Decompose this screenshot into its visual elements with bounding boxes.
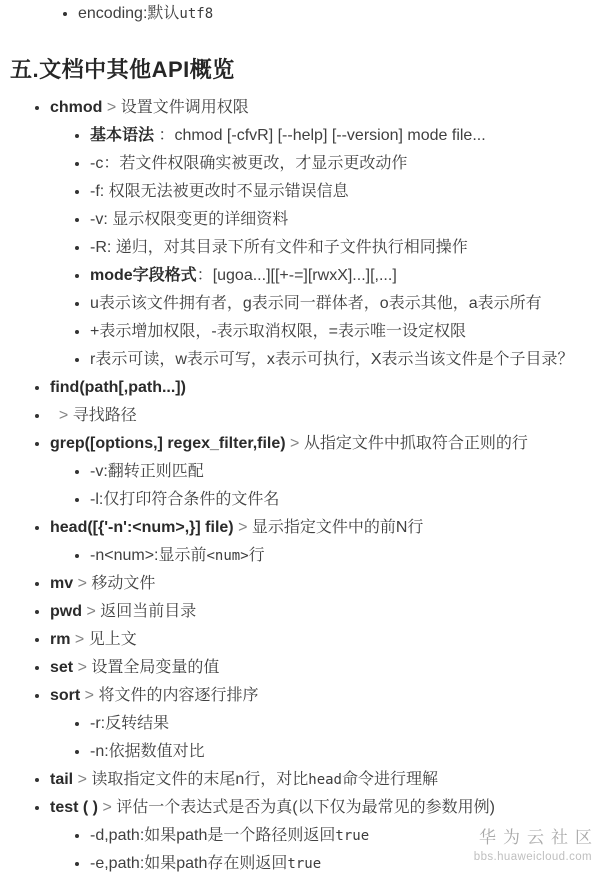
term: head([{'-n':<num>,}] file) bbox=[50, 519, 234, 536]
separator: > bbox=[70, 631, 89, 648]
description-text: 评估一个表达式是否为真(以下仅为最常见的参数用例) bbox=[116, 799, 495, 816]
term: sort bbox=[50, 687, 81, 704]
list-item bbox=[50, 430, 594, 514]
separator: > bbox=[73, 659, 92, 676]
watermark-url: bbs.huaweicloud.com bbox=[473, 851, 592, 863]
list-item bbox=[90, 122, 594, 150]
description-text: r表示可读，w表示可写，x表示可执行，X表示当该文件是个子目录？ bbox=[90, 351, 574, 368]
list-item bbox=[50, 514, 594, 570]
description-text: 显示指定文件中的前N行 bbox=[251, 519, 424, 536]
description-text: -d,path:如果path是一个路径则返回 bbox=[90, 827, 336, 844]
list-item bbox=[90, 542, 594, 570]
description-text: 设置全局变量的值 bbox=[91, 659, 220, 676]
list-item bbox=[50, 94, 594, 374]
term: mode字段格式 bbox=[90, 267, 197, 284]
description-text: -f: 权限无法被更改时不显示错误信息 bbox=[90, 183, 349, 200]
list-item bbox=[90, 234, 594, 262]
term: chmod bbox=[50, 99, 103, 116]
list-item bbox=[50, 570, 594, 598]
list-item bbox=[90, 822, 594, 850]
list-item bbox=[90, 458, 594, 486]
separator: > bbox=[102, 99, 121, 116]
description-text: 命令进行理解 bbox=[341, 771, 438, 788]
description-text: 设置文件调用权限 bbox=[120, 99, 249, 116]
watermark-title: 华为云社区 bbox=[479, 828, 599, 847]
inline-code: <num> bbox=[206, 548, 249, 564]
list-item bbox=[50, 766, 594, 794]
term: grep([options,] regex_filter,file) bbox=[50, 435, 286, 452]
sub-list bbox=[50, 822, 594, 875]
description-text: 读取指定文件的末尾n行，对比 bbox=[91, 771, 309, 788]
list-item bbox=[90, 738, 594, 766]
description-text: 返回当前目录 bbox=[100, 603, 197, 620]
list-item bbox=[78, 0, 594, 28]
description-text: 见上文 bbox=[88, 631, 137, 648]
description-text: -n<num>:显示前 bbox=[90, 547, 207, 564]
section-heading: 五.文档中其他API概览 bbox=[10, 57, 235, 82]
term: tail bbox=[50, 771, 74, 788]
separator: > bbox=[73, 771, 92, 788]
description-text: -e,path:如果path存在则返回 bbox=[90, 855, 288, 872]
description-text: ：chmod [-cfvR] [--help] [--version] mode file... bbox=[158, 127, 486, 144]
inline-code: head bbox=[308, 772, 342, 788]
list-item bbox=[90, 346, 594, 374]
inline-code: true bbox=[335, 828, 370, 844]
list-item bbox=[90, 710, 594, 738]
sub-list bbox=[50, 710, 594, 766]
separator: > bbox=[233, 519, 252, 536]
description-text: -v: 显示权限变更的详细资料 bbox=[90, 211, 289, 228]
term: rm bbox=[50, 631, 71, 648]
separator: > bbox=[285, 435, 304, 452]
term: mv bbox=[50, 575, 74, 592]
description-text: -R: 递归，对其目录下所有文件和子文件执行相同操作 bbox=[90, 239, 468, 256]
term: find(path[,path...]) bbox=[50, 379, 186, 396]
description-text: 寻找路径 bbox=[72, 407, 137, 424]
description-text: encoding:默认 bbox=[78, 5, 180, 22]
list-item bbox=[50, 654, 594, 682]
description-text: 行 bbox=[248, 547, 265, 564]
list-item bbox=[90, 206, 594, 234]
list-item bbox=[50, 598, 594, 626]
inline-code: true bbox=[287, 856, 322, 872]
description-text: ：[ugoa...][[+-=][rwxX]...][,...] bbox=[196, 267, 397, 284]
term: 基本语法 bbox=[90, 127, 159, 144]
description-text: -c：若文件权限确实被更改，才显示更改动作 bbox=[90, 155, 408, 172]
list-item bbox=[90, 262, 594, 290]
list-item bbox=[90, 150, 594, 178]
term: test ( ) bbox=[50, 799, 103, 816]
term: set bbox=[50, 659, 74, 676]
list-item bbox=[50, 402, 594, 430]
description-text: -l:仅打印符合条件的文件名 bbox=[90, 491, 280, 508]
separator: > bbox=[102, 799, 117, 816]
list-item bbox=[90, 290, 594, 318]
sub-list bbox=[50, 458, 594, 514]
separator: > bbox=[50, 407, 73, 424]
description-text: -r:反转结果 bbox=[90, 715, 170, 732]
separator: > bbox=[80, 687, 99, 704]
description-text: u表示该文件拥有者，g表示同一群体者，o表示其他，a表示所有 bbox=[90, 295, 542, 312]
inline-code: utf8 bbox=[179, 6, 214, 22]
separator: > bbox=[73, 575, 92, 592]
description-text: -n:依据数值对比 bbox=[90, 743, 205, 760]
api-overview-list bbox=[10, 94, 594, 875]
sub-list bbox=[50, 542, 594, 570]
top-continuation-list bbox=[10, 0, 594, 28]
description-text: 从指定文件中抓取符合正则的行 bbox=[303, 435, 528, 452]
list-item bbox=[50, 682, 594, 766]
list-item bbox=[50, 626, 594, 654]
list-item bbox=[90, 850, 594, 875]
list-item bbox=[90, 486, 594, 514]
list-item bbox=[50, 794, 594, 875]
separator: > bbox=[82, 603, 101, 620]
list-item bbox=[50, 374, 594, 402]
list-item bbox=[90, 318, 594, 346]
list-item bbox=[90, 178, 594, 206]
description-text: 移动文件 bbox=[91, 575, 156, 592]
sub-list bbox=[50, 122, 594, 374]
description-text: -v:翻转正则匹配 bbox=[90, 463, 204, 480]
description-text: 将文件的内容逐行排序 bbox=[98, 687, 259, 704]
description-text: +表示增加权限，-表示取消权限，=表示唯一设定权限 bbox=[90, 323, 467, 340]
term: pwd bbox=[50, 603, 82, 620]
